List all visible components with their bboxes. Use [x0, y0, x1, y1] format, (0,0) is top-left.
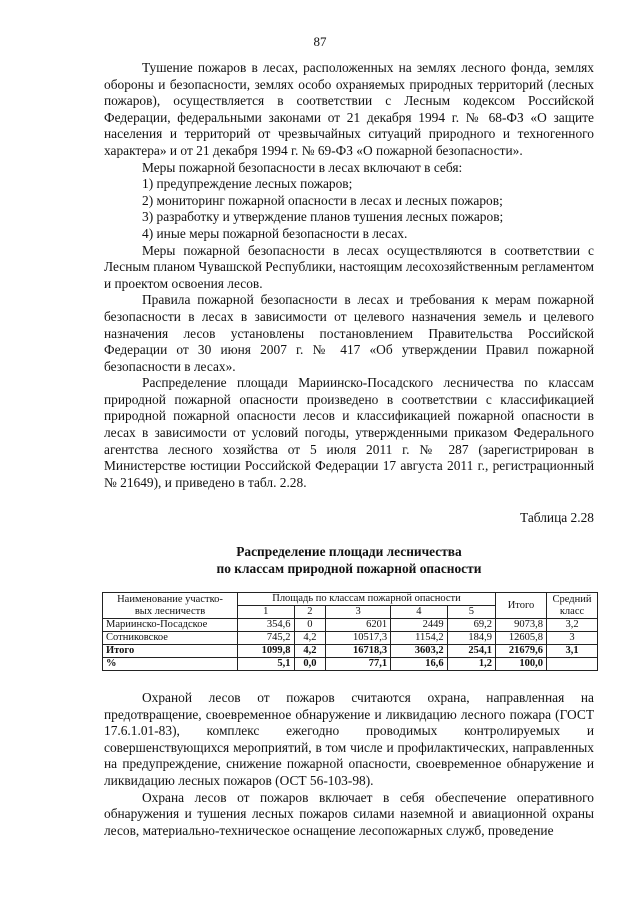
row-name: % [103, 658, 238, 671]
cell: 1154,2 [391, 632, 448, 645]
table-row [103, 632, 598, 645]
table-row [103, 619, 598, 632]
row-name: Сотниковское [103, 632, 238, 645]
column-header-avg-line: Средний [552, 593, 592, 605]
paragraph: Меры пожарной безопасности в лесах включают в себя: [142, 159, 463, 175]
paragraph: Правила пожарной безопасности в лесах и требования к мерам пожарной безопасности в лесах в зависимости от целевого назначения земель и целевого назначения лесов установлены постановлением Правительства Российской Федерации от 30 июня 2007 г. № 417 «Об утверждении Правил пожарной безопасности в лесах». [104, 292, 594, 374]
column-header-class: 1 [238, 606, 295, 619]
row-name: Итого [103, 645, 238, 658]
cell: 745,2 [238, 632, 295, 645]
column-header-class: 3 [326, 606, 391, 619]
column-header-class: 4 [391, 606, 448, 619]
list-item: 2) мониторинг пожарной опасности в лесах и лесных пожаров; [142, 192, 503, 208]
list-item: 1) предупреждение лесных пожаров; [142, 176, 353, 192]
cell: 1099,8 [238, 645, 295, 658]
cell: 3 [547, 632, 598, 645]
text-block-bottom [104, 690, 594, 839]
cell: 77,1 [326, 658, 391, 671]
page-number: 87 [313, 34, 327, 49]
paragraph: Меры пожарной безопасности в лесах осуществляются в соответствии с Лесным планом Чувашской Республики, настоящим лесохозяйственным регламентом и проектом освоения лесов. [104, 242, 594, 291]
column-header-avg-line: класс [559, 605, 585, 617]
column-header-class: 2 [294, 606, 326, 619]
column-header-name-line: Наименование участко- [117, 593, 223, 605]
column-header-total: Итого [496, 593, 547, 619]
table-title [104, 544, 594, 578]
cell: 2449 [391, 619, 448, 632]
paragraph: Тушение пожаров в лесах, расположенных на землях лесного фонда, землях обороны и безопасности, землях особо охраняемых природных территорий (лесных пожаров), осуществляется в соответствии с Лесным кодексом Российской Федерации, федеральными законами от 21 декабря 1994 г. № 68-ФЗ «О защите населения и территорий от чрезвычайных ситуаций природного и техногенного характера» и от 21 декабря 1994 г. № 69-ФЗ «О пожарной безопасности». [104, 60, 594, 158]
cell: 0,0 [294, 658, 326, 671]
cell: 12605,8 [496, 632, 547, 645]
cell: 10517,3 [326, 632, 391, 645]
table-title-line: по классам природной пожарной опасности [216, 560, 482, 576]
cell: 3603,2 [391, 645, 448, 658]
table-title-line: Распределение площади лесничества [236, 544, 462, 559]
cell [547, 658, 598, 671]
column-header-area-group: Площадь по классам пожарной опасности [238, 593, 496, 606]
cell: 6201 [326, 619, 391, 632]
cell: 16718,3 [326, 645, 391, 658]
cell: 3,1 [547, 645, 598, 658]
column-header-avg-class [547, 593, 598, 619]
cell: 0 [294, 619, 326, 632]
paragraph: Распределение площади Мариинско-Посадского лесничества по классам природной пожарной опасности произведено в соответствии с классификацией природной пожарной опасности лесов и классификацией пожарной опасности в лесах в зависимости от условий погоды, утвержденными приказом Федерального агентства лесного хозяйства от 5 июля 2011 г. № 287 (зарегистрирован в Министерстве юстиции Российской Федерации 17 августа 2011 г., регистрационный № 21649), и приведено в табл. 2.28. [104, 375, 594, 490]
cell: 1,2 [447, 658, 495, 671]
table-label: Таблица 2.28 [519, 510, 594, 525]
cell: 5,1 [238, 658, 295, 671]
cell: 69,2 [447, 619, 495, 632]
paragraph: Охраной лесов от пожаров считаются охрана, направленная на предотвращение, своевременное обнаружение и ликвидацию лесного пожара (ГОСТ 17.6.1.01-83), комплекс ежегодно проводимых контролируемых и совершенствующихся мероприятий, в том числе и профилактических, направленных на предупреждение, снижение пожарной опасности, своевременное обнаружение и ликвидацию лесных пожаров (ОСТ 56-103-98). [104, 690, 594, 788]
cell: 3,2 [547, 619, 598, 632]
cell: 100,0 [496, 658, 547, 671]
list-item: 4) иные меры пожарной безопасности в лесах. [142, 225, 408, 241]
row-name: Мариинско-Посадское [103, 619, 238, 632]
column-header-name-line: вых лесничеств [134, 605, 206, 617]
distribution-table [102, 592, 598, 671]
text-block-top [104, 60, 594, 491]
cell: 254,1 [447, 645, 495, 658]
column-header-name [103, 593, 238, 619]
cell: 21679,6 [496, 645, 547, 658]
cell: 16,6 [391, 658, 448, 671]
cell: 184,9 [447, 632, 495, 645]
table-row [103, 658, 598, 671]
cell: 9073,8 [496, 619, 547, 632]
column-header-class: 5 [447, 606, 495, 619]
cell: 354,6 [238, 619, 295, 632]
paragraph: Охрана лесов от пожаров включает в себя обеспечение оперативного обнаружения и тушения лесных пожаров силами наземной и авиационной охраны лесов, материально-техническое оснащение лесопожарных служб, проведение [104, 789, 594, 838]
cell: 4,2 [294, 632, 326, 645]
cell: 4,2 [294, 645, 326, 658]
list-item: 3) разработку и утверждение планов тушения лесных пожаров; [142, 209, 504, 225]
table-row [103, 645, 598, 658]
